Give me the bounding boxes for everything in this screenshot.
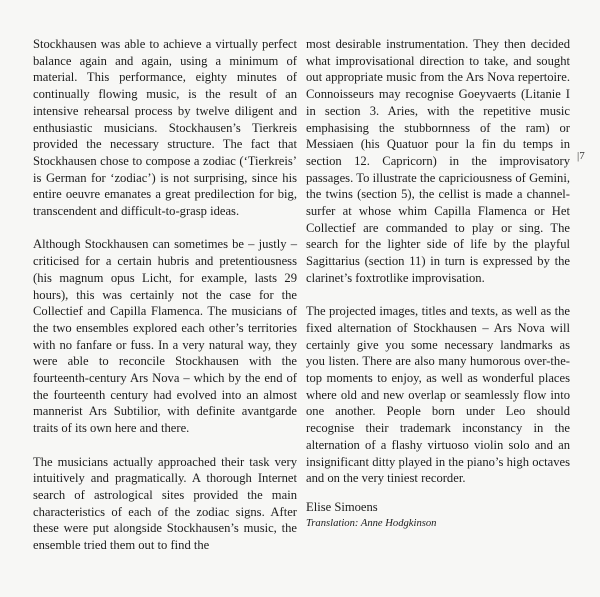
- right-column: [306, 36, 570, 532]
- paragraph: most desirable instrumentation. They then decided what improvisational direction to take, and sought out appropriate music from the Ars Nova repertoire. Connoisseurs may recognise Goeyvaerts (Litanie I in section 3. Aries, with the repetitive music emphasising the stubbornness of the ram) or Messiaen (his Quatuor pour la fin du temps in section 12. Capricorn) in the improvisatory passages. To illustrate the capriciousness of Gemini, the twins (section 5), the cellist is made a channel-surfer at whose whim Capilla Flamenca or Het Collectief are commanded to play or sing. The search for the lighter side of life by the playful Sagittarius (section 11) in turn is expressed by the clarinet’s foxtrotlike improvisation.: [306, 37, 570, 285]
- author-name: Elise Simoens: [306, 499, 378, 514]
- left-column: [33, 36, 297, 554]
- paragraph: The musicians actually approached their task very intuitively and pragmatically. A thorough Internet search of astrological sites provided the main characteristics of each of the zodiac signs. After these were put alongside Stockhausen’s music, the ensemble tried them out to find the: [33, 454, 297, 553]
- paragraph: Although Stockhausen can sometimes be – justly – criticised for a certain hubris and pretentiousness (his magnum opus Licht, for example, lasts 29 hours), this was certainly not the case for the Collectief and Capilla Flamenca. The musicians of the two ensembles explored each other’s territories with no fanfare or fuss. In a very natural way, they were able to reconcile Stockhausen with the fourteenth-century Ars Nova – which by the end of the fourteenth century had evolved into an almost mannerist Ars Subtilior, with definite avantgarde traits of its own here and there.: [33, 237, 297, 436]
- page-number: |7: [577, 150, 585, 162]
- paragraph: The projected images, titles and texts, as well as the fixed alternation of Stockhausen – Ars Nova will certainly give you some necessary landmarks as you listen. There are also many humorous over-the-top moments to enjoy, as well as wonderful places where old and new overlap or seamlessly flow into one another. People born under Leo should recognise their trademark inconstancy in the alternation of a flashy virtuoso violin solo and an insignificant ditty played in the piano’s high octaves and on the very tiniest recorder.: [306, 304, 570, 486]
- translator-credit: Translation: Anne Hodgkinson: [306, 517, 437, 529]
- paragraph: Stockhausen was able to achieve a virtually perfect balance again and again, using a minimum of material. This performance, eighty minutes of continually flowing music, is the result of an intensive rehearsal process by twelve diligent and enthusiastic musicians. Stockhausen’s Tierkreis provided the necessary structure. The fact that Stockhausen chose to compose a zodiac (‘Tierkreis’ is German for ‘zodiac’) is not surprising, since his entire oeuvre emanates a great predilection for big, transcendent and difficult-to-grasp ideas.: [33, 37, 297, 219]
